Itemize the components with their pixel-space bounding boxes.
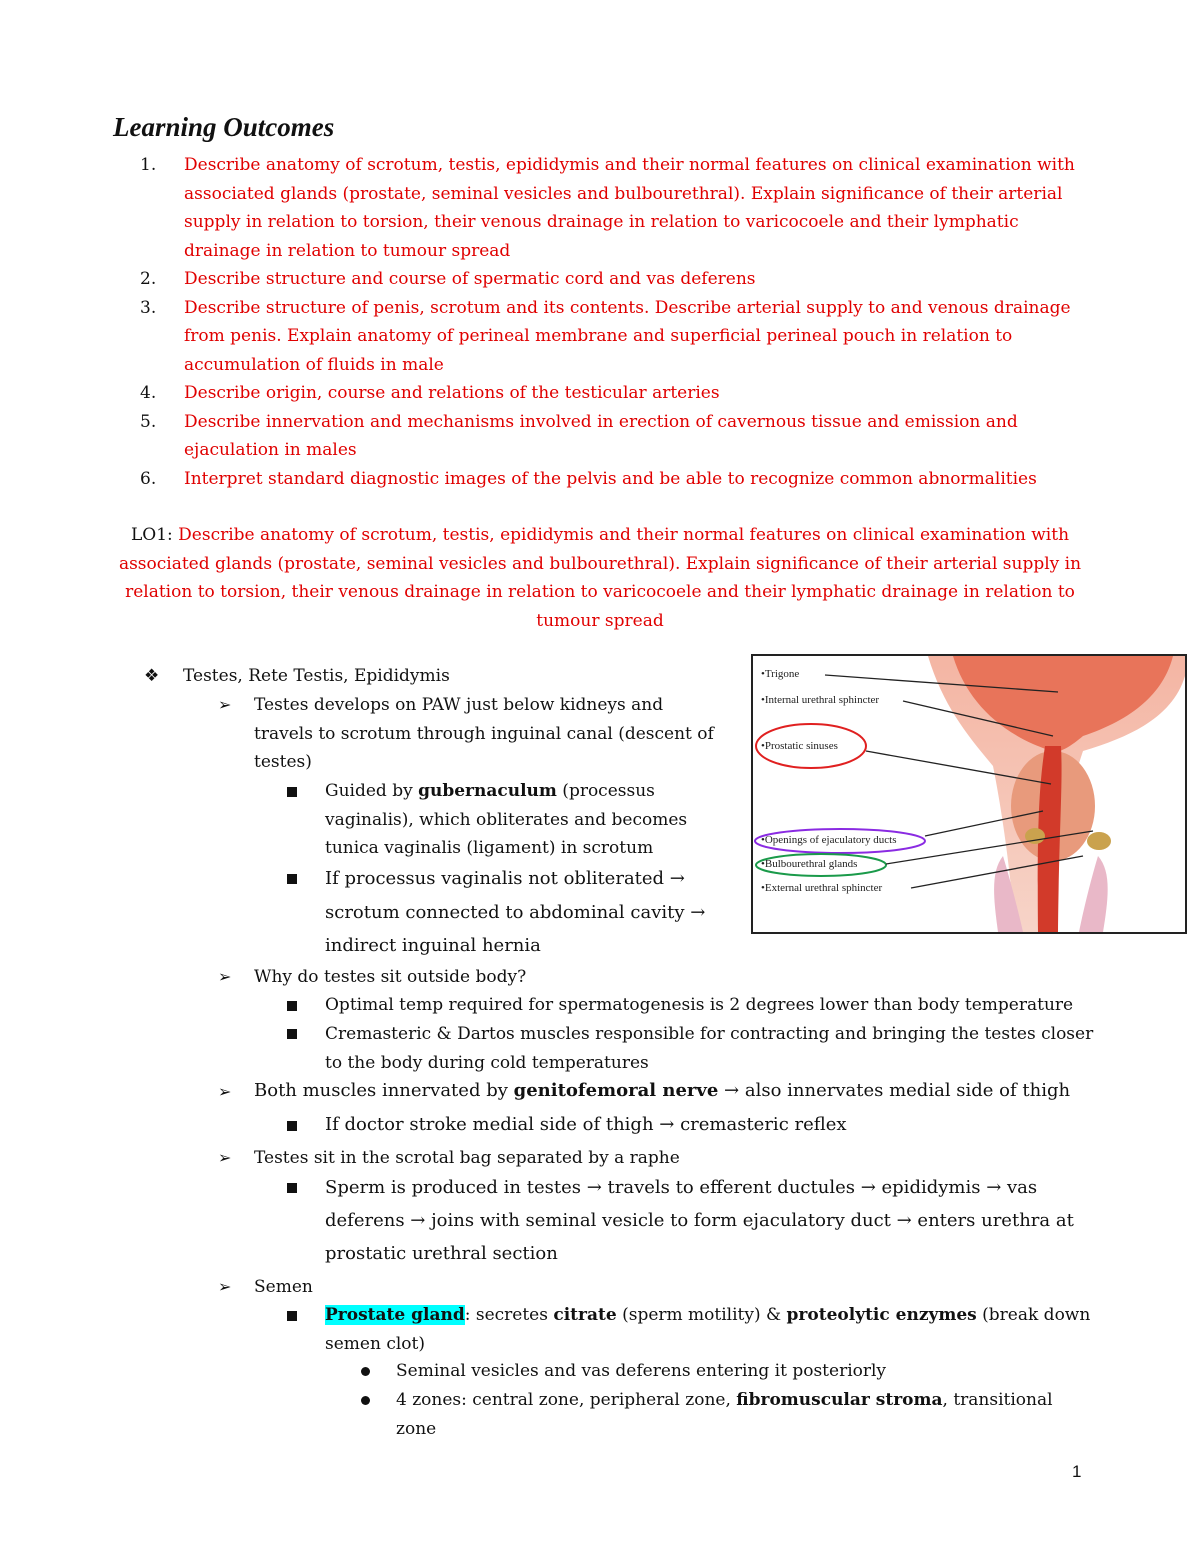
page-number: 1 [1072,1462,1082,1481]
note-subitem [325,862,725,963]
outcome-number: 1. [140,155,157,175]
lo1-line: tumour spread [536,610,664,631]
outcome-number: 2. [140,269,157,289]
note-item: Semen [254,1277,313,1297]
outcome-line: from penis. Explain anatomy of perineal membrane and superficial perineal pouch in relation to [184,326,1013,346]
gland-right [1087,832,1111,850]
note-line: zone [396,1418,437,1439]
outcome-number: 4. [140,383,157,403]
figure-label: •Internal urethral sphincter [761,694,880,706]
outcome-item [140,379,1100,408]
notes-heading: Testes, Rete Testis, Epididymis [183,666,450,686]
lo1-key: LO1: [130,525,173,545]
figure-label: •Prostatic sinuses [761,740,838,752]
square-bullet-icon [287,1029,297,1039]
note-subitem [325,1020,1093,1077]
note-line: to the body during cold temperatures [325,1052,649,1073]
square-bullet-icon [287,1311,297,1321]
lo1-line: associated glands (prostate, seminal vesicles and bulbourethral). Explain significance of their arterial supply in [118,553,1082,574]
anatomy-figure [751,654,1187,934]
learning-outcomes-list [140,151,1100,493]
outcome-number: 6. [140,468,157,489]
arrow-bullet-icon: ➢ [218,1148,232,1167]
note-bold: genitofemoral nerve [513,1080,719,1101]
figure-label: •Bulbourethral glands [761,858,858,870]
note-subitem: Optimal temp required for spermatogenesis is 2 degrees lower than body temperature [325,995,1074,1015]
outcome-line: drainage in relation to tumour spread [184,240,511,261]
outcome-item [140,408,1100,465]
lo1-heading [110,521,1090,635]
outcome-line: supply in relation to torsion, their venous drainage in relation to varicocoele and their lymphatic [184,212,1019,232]
note-subitem [325,1301,1105,1358]
outcome-line: Describe structure and course of spermatic cord and vas deferens [184,269,756,289]
outcome-item [140,265,1100,294]
figure-label: •Openings of ejaculatory ducts [761,834,897,846]
note-subitem [325,1171,1085,1270]
square-bullet-icon [287,787,297,797]
note-text: (sperm motility) & [616,1305,787,1325]
figure-label: •External urethral sphincter [761,882,883,894]
note-text: , transitional [942,1390,1053,1410]
note-bold: proteolytic enzymes [786,1305,977,1325]
note-line: If processus vaginalis not obliterated → [325,868,685,889]
page-title: Learning Outcomes [113,112,335,142]
note-text: Both muscles innervated by [254,1080,514,1101]
note-item: Why do testes sit outside body? [254,967,527,987]
outcome-line: Describe structure of penis, scrotum and its contents. Describe arterial supply to and venous drainage [184,297,1071,318]
lo1-line: relation to torsion, their venous drainage in relation to varicocoele and their lymphatic drainage in relation to [125,582,1075,602]
note-line: testes) [254,752,312,772]
note-text: : secretes [464,1305,554,1325]
outcome-line: Interpret standard diagnostic images of the pelvis and be able to recognize common abnormalities [184,468,1037,489]
note-line: Sperm is produced in testes → travels to efferent ductules → epididymis → vas [325,1177,1038,1198]
highlighted-term: Prostate gland [325,1305,465,1325]
note-bold: citrate [553,1305,617,1325]
square-bullet-icon [287,874,297,884]
arrow-bullet-icon: ➢ [218,695,232,714]
note-text: → also innervates medial side of thigh [718,1080,1071,1101]
square-bullet-icon [287,1183,297,1193]
lo1-line: Describe anatomy of scrotum, testis, epididymis and their normal features on clinical examination with [178,525,1070,545]
note-bold: fibromuscular stroma [736,1390,943,1410]
outcome-number: 5. [140,411,157,432]
note-line: tunica vaginalis (ligament) in scrotum [325,838,654,858]
note-subitem [325,777,725,863]
arrow-bullet-icon: ➢ [218,967,232,986]
note-text: Guided by [325,781,419,801]
bulb-right [1079,856,1108,932]
square-bullet-icon [287,1121,297,1131]
outcome-number: 3. [140,297,157,318]
note-line: Cremasteric & Dartos muscles responsible for contracting and bringing the testes closer [325,1024,1094,1044]
outcome-line: associated glands (prostate, seminal vesicles and bulbourethral). Explain significance of their arterial [184,183,1063,204]
note-item [254,691,734,777]
arrow-bullet-icon: ➢ [218,1277,232,1296]
note-line: indirect inguinal hernia [325,935,541,956]
outcome-line: Describe origin, course and relations of the testicular arteries [184,383,720,403]
outcome-line: accumulation of fluids in male [184,354,444,375]
note-line: vaginalis), which obliterates and becomes [325,809,688,830]
outcome-line: ejaculation in males [184,440,357,460]
note-line: scrotum connected to abdominal cavity → [325,901,706,923]
outcome-line: Describe innervation and mechanisms involved in erection of cavernous tissue and emission and [184,411,1018,432]
arrow-bullet-icon: ➢ [218,1082,232,1101]
note-line: prostatic urethral section [325,1243,558,1264]
round-bullet-icon [361,1396,370,1405]
figure-label: •Trigone [761,668,800,680]
note-line: travels to scrotum through inguinal canal (descent of [254,723,714,744]
note-item: Testes sit in the scrotal bag separated by a raphe [254,1148,680,1168]
note-item [254,1076,1070,1106]
note-text: (break down [976,1305,1091,1325]
note-line: semen clot) [325,1333,425,1354]
note-subsubitem: Seminal vesicles and vas deferens entering it posteriorly [396,1361,887,1381]
outcome-item [140,465,1100,494]
note-line: Testes develops on PAW just below kidneys and [254,695,664,715]
note-text: 4 zones: central zone, peripheral zone, [396,1390,737,1410]
diamond-bullet-icon: ❖ [144,666,160,686]
outcome-item [140,151,1100,265]
note-text: (processus [556,781,655,801]
note-line: deferens → joins with seminal vesicle to form ejaculatory duct → enters urethra at [325,1210,1074,1231]
outcome-item [140,294,1100,380]
round-bullet-icon [361,1367,370,1376]
outcome-line: Describe anatomy of scrotum, testis, epididymis and their normal features on clinical examination with [184,155,1075,175]
note-subitem: If doctor stroke medial side of thigh → cremasteric reflex [325,1114,847,1135]
note-bold: gubernaculum [418,781,557,801]
square-bullet-icon [287,1001,297,1011]
note-subsubitem [396,1386,1076,1443]
